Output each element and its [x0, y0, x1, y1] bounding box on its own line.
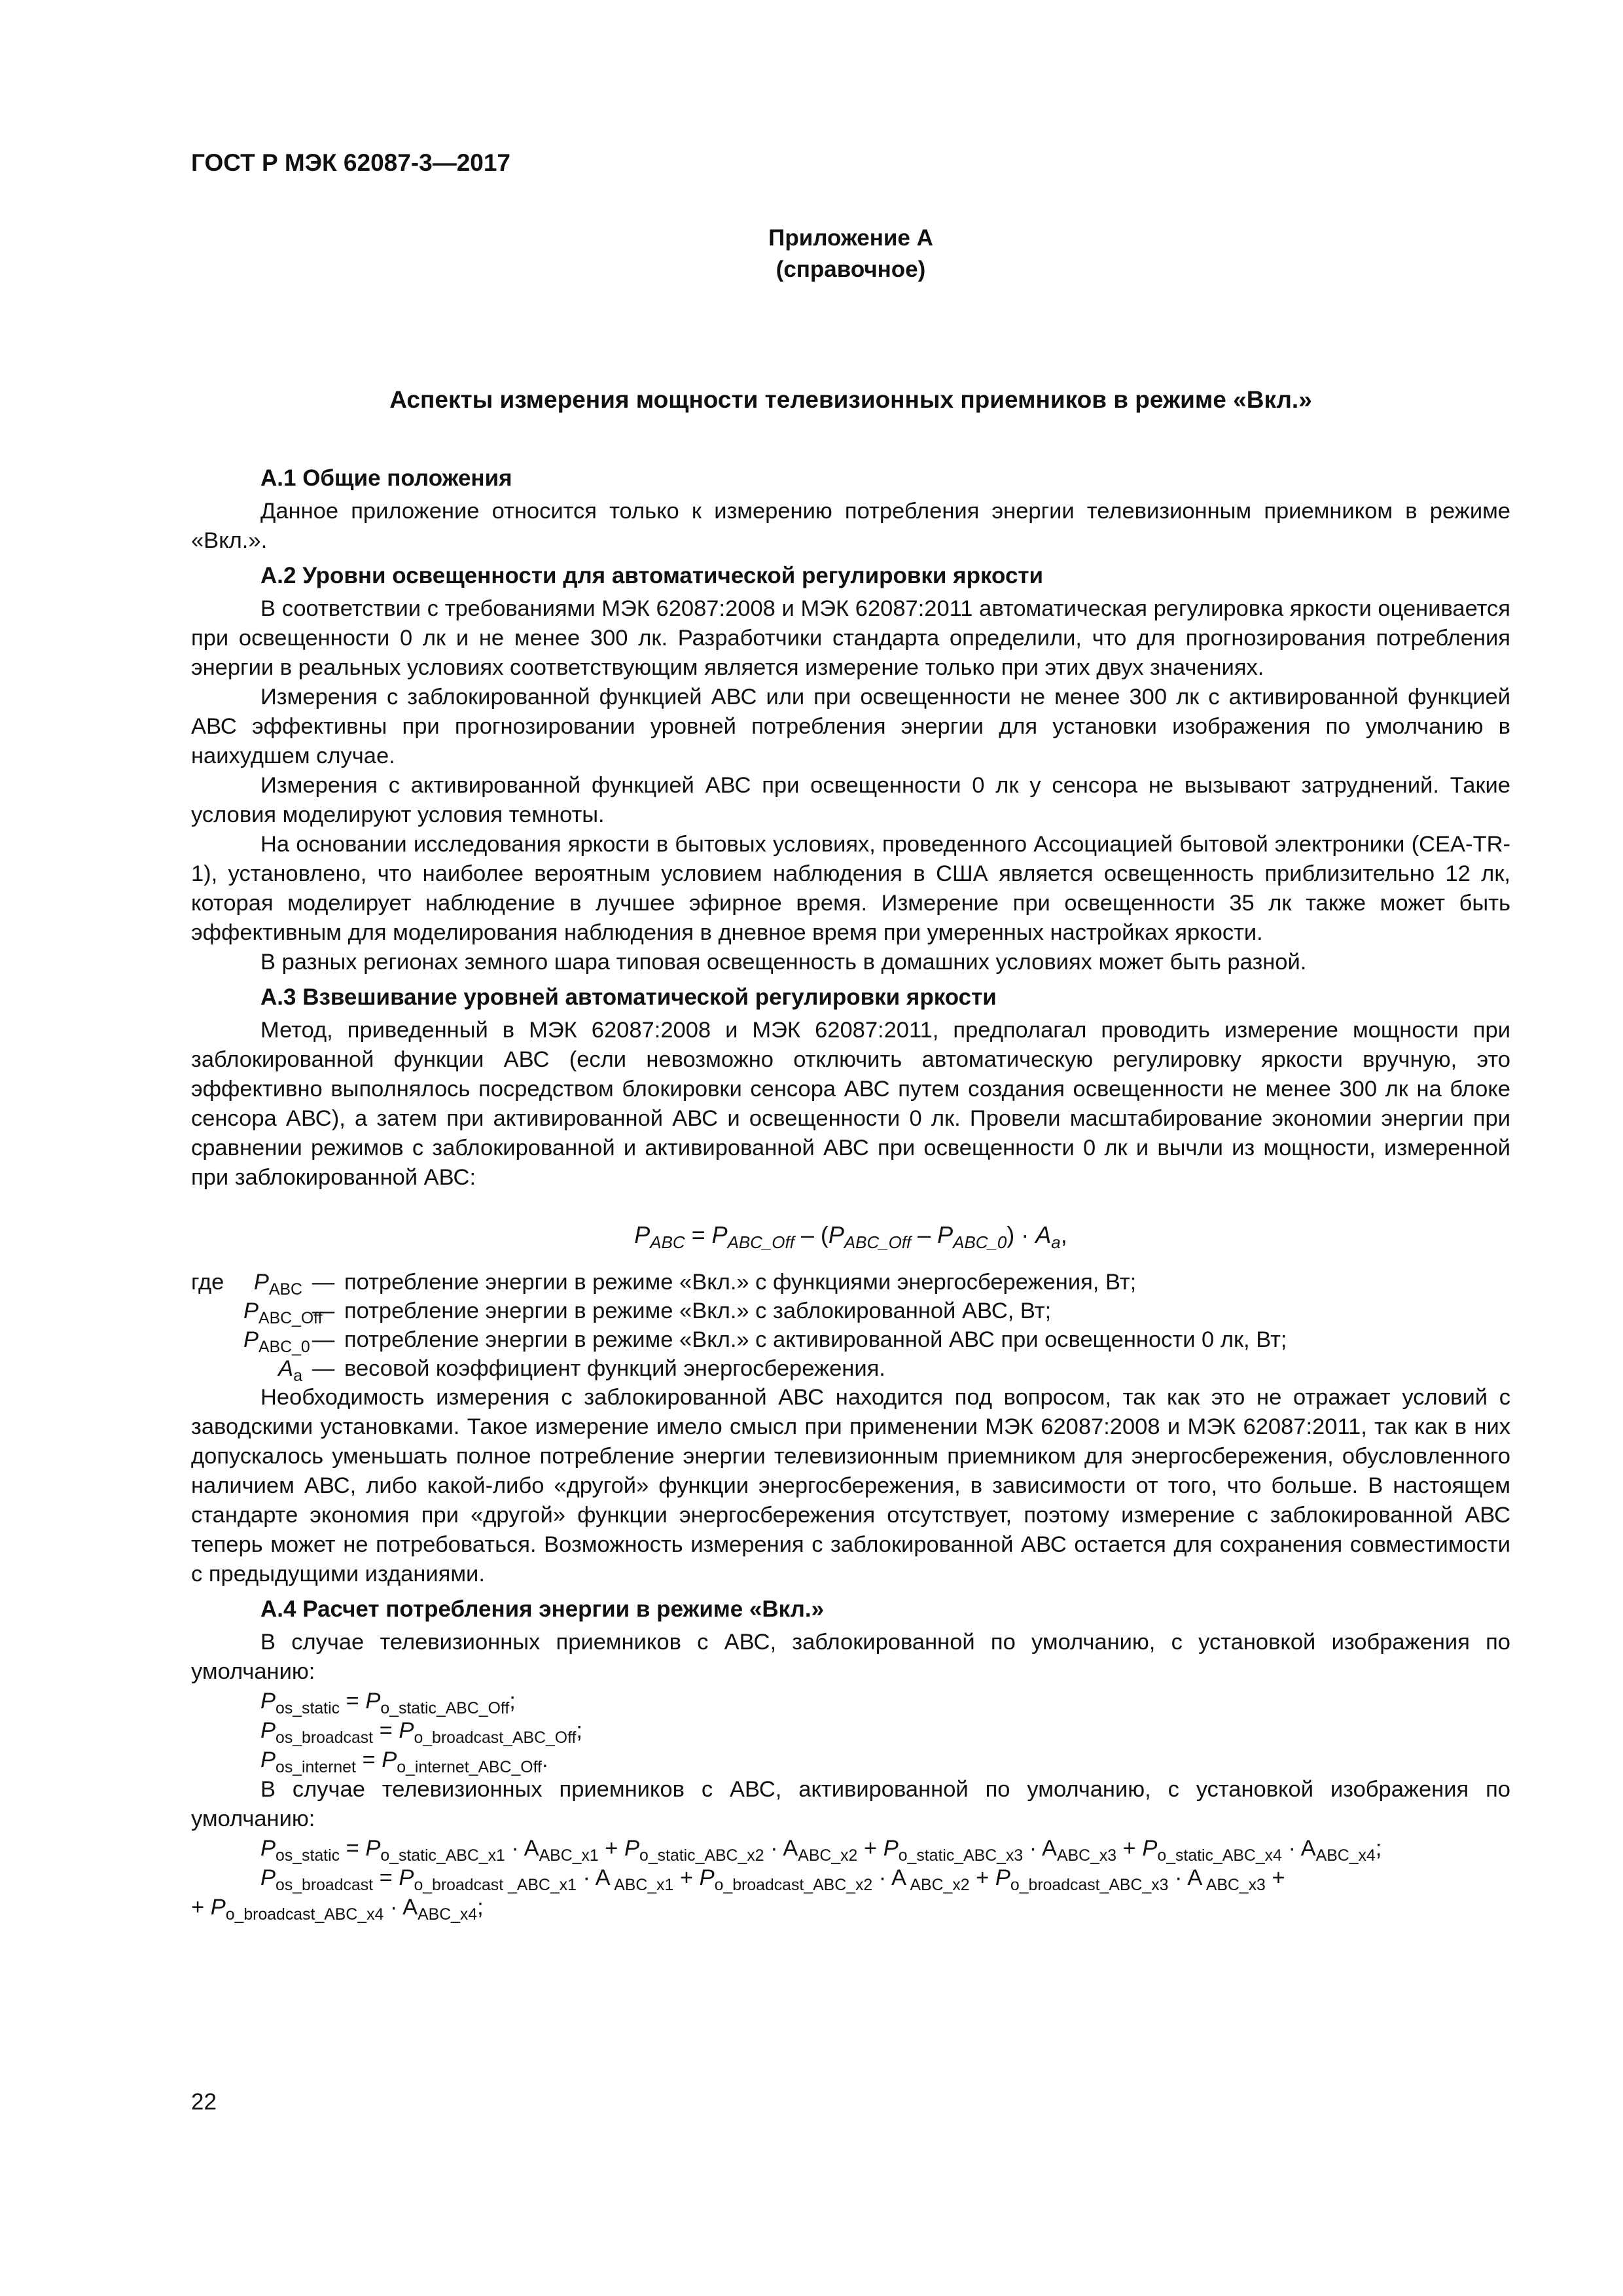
paragraph: В случае телевизионных приемников с АВС, заблокированной по умолчанию, с установкой изображения по умолчанию:	[191, 1630, 1510, 1684]
formula-os-broadcast-on: $P_{os\_broadcast} = P_{o\_broadcast \_ABC\_x1} \cdot A$ $_{ABC\_x1} + P_{o\_broadcast\_ABC\_x2} \cdot A$ $_{ABC\_x2} + P_{o\_broadcast\_ABC\_x3} \cdot A$ $_{ABC\_x3}$ +	[260, 1865, 1285, 1894]
section-a1-heading: А.1 Общие положения	[260, 465, 512, 491]
paragraph: На основании исследования яркости в бытовых условиях, проведенного Ассоциацией бытовой электроники (CEA-TR-1), установлено, что наиболее вероятным условием наблюдения в США является освещенность приблизительно 12 лк, которая моделирует наблюдение в лучшее эфирное время. Измерение при освещенности 35 лк также может быть эффективным для моделирования наблюдения в дневное время при умеренных настройках яркости.	[191, 832, 1510, 945]
annex-label: Приложение А	[768, 225, 933, 251]
definition-row: $P_{ABC\_0}$ — потребление энергии в режиме «Вкл.» с активированной АВС при освещенности 0 лк, Вт;	[243, 1327, 1287, 1356]
section-a4-heading: А.4 Расчет потребления энергии в режиме «Вкл.»	[260, 1596, 825, 1622]
paragraph: Измерения с заблокированной функцией АВС или при освещенности не менее 300 лк с активированной функцией АВС эффективны при прогнозировании уровней потребления энергии для установки изображения по умолчанию в наихудшем случае.	[191, 685, 1510, 768]
paragraph: В соответствии с требованиями МЭК 62087:2008 и МЭК 62087:2011 автоматическая регулировка яркости оценивается при освещенности 0 лк и не менее 300 лк. Разработчики стандарта определили, что для прогнозирования потребления энергии в реальных условиях соответствующим является измерение только при этих двух значениях.	[191, 596, 1510, 680]
section-a2-heading: А.2 Уровни освещенности для автоматической регулировки яркости	[260, 563, 1044, 588]
annex-type: (справочное)	[776, 257, 926, 282]
abc-formula: $P_{ABC} = P_{ABC\_Off} - (P_{ABC\_Off} - P_{ABC\_0}) \cdot A_a$,	[634, 1221, 1067, 1253]
standard-header: ГОСТ Р МЭК 62087-3—2017	[191, 149, 511, 176]
paragraph: Данное приложение относится только к измерению потребления энергии телевизионным приемником в режиме «Вкл.».	[191, 499, 1510, 553]
section-a3-heading: А.3 Взвешивание уровней автоматической регулировки яркости	[260, 984, 997, 1010]
paragraph: Метод, приведенный в МЭК 62087:2008 и МЭК 62087:2011, предполагал проводить измерение мощности при заблокированной функции АВС (если невозможно отключить автоматическую регулировку яркости вручную, это эффективно выполнялось посредством блокировки сенсора АВС путем создания освещенности не менее 300 лк на блоке сенсора АВС), а затем при активированной АВС и освещенности 0 лк. Провели масштабирование экономии энергии при сравнении режимов с заблокированной и активированной АВС при освещенности 0 лк и вычли из мощности, измеренной при заблокированной АВС:	[191, 1018, 1510, 1190]
paragraph: В случае телевизионных приемников с АВС, активированной по умолчанию, с установкой изображения по умолчанию:	[191, 1777, 1510, 1831]
formula-os-internet-off: $P_{os\_internet} = P_{o\_internet\_ABC\_Off}$.	[260, 1748, 548, 1776]
document-body	[191, 458, 1510, 1922]
definition-row: $P_{ABC\_Off}$ — потребление энергии в режиме «Вкл.» с заблокированной АВС, Вт;	[243, 1299, 1052, 1327]
formula-os-broadcast-on-cont: + $P_{o\_broadcast\_ABC\_x4} \cdot A_{ABC\_x4}$;	[191, 1895, 484, 1924]
page-number: 22	[191, 2089, 217, 2115]
formula-os-static-off: $P_{os\_static} = P_{o\_static\_ABC\_Off}$;	[260, 1689, 516, 1717]
paragraph: В разных регионах земного шара типовая освещенность в домашних условиях может быть разной.	[260, 950, 1307, 975]
definition-row: где $P_{ABC}$ — потребление энергии в режиме «Вкл.» с функциями энергосбережения, Вт;	[191, 1270, 1137, 1299]
formula-os-broadcast-off: $P_{os\_broadcast} = P_{o\_broadcast\_ABC\_Off}$;	[260, 1718, 583, 1747]
formula-os-static-on: $P_{os\_static} = P_{o\_static\_ABC\_x1} \cdot A_{ABC\_x1} + P_{o\_static\_ABC\_x2} \cdot A_{ABC\_x2} + P_{o\_static\_ABC\_x3} \cdot A_{ABC\_x3} + P_{o\_static\_ABC\_x4} \cdot A_{ABC\_x4}$;	[260, 1836, 1382, 1865]
paragraph: Измерения с активированной функцией АВС при освещенности 0 лк у сенсора не вызывают затруднений. Такие условия моделируют условия темноты.	[191, 773, 1510, 827]
definition-row: $A_a$ — весовой коэффициент функций энергосбережения.	[278, 1356, 885, 1385]
symbol-definitions	[191, 1268, 1510, 1383]
paragraph: Необходимость измерения с заблокированной АВС находится под вопросом, так как это не отражает условий с заводскими установками. Такое измерение имело смысл при применении МЭК 62087:2008 и МЭК 62087:2011, так как в них допускалось уменьшать полное потребление энергии телевизионным приемником для энергосбережения, обусловленного наличием АВС, либо какой-либо «другой» функции энергосбережения, в зависимости от того, что больше. В настоящем стандарте экономия при «другой» функции энергосбережения отсутствует, поэтому измерение с заблокированной АВС теперь может не потребоваться. Возможность измерения с заблокированной АВС остается для сохранения совместимости с предыдущими изданиями.	[191, 1385, 1510, 1587]
annex-title: Аспекты измерения мощности телевизионных приемников в режиме «Вкл.»	[389, 386, 1312, 413]
